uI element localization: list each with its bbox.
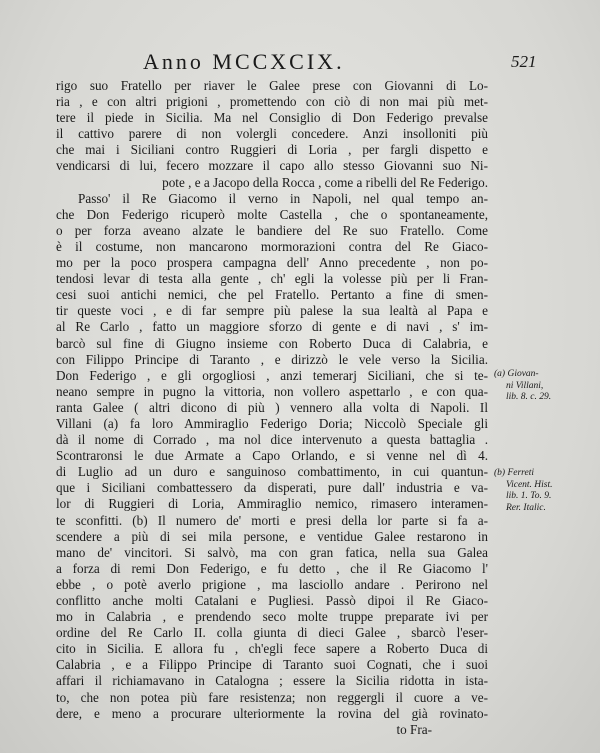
text-line: affari il richiamavano in Catalogna ; essere la Sicilia ridotta in ista- <box>56 673 488 689</box>
text-line: to Fra- <box>396 721 432 737</box>
text-line: con Filippo Principe di Taranto , e dirizzò le vele verso la Sicilia. <box>56 351 488 367</box>
text-line: cesi suoi antichi nemici, che pel Fratello. Pertanto a fine di smen- <box>56 287 488 303</box>
text-line: Don Federigo , e gli orgogliosi , anzi temerarj Siciliani, che si te- <box>56 367 488 383</box>
text-line: al Re Carlo , fatto un maggiore sforzo di gente e di navi , s' im- <box>56 319 488 335</box>
text-line: tir queste voci , e di far sempre più palese la sua lealtà al Papa e <box>56 303 488 319</box>
margin-notes <box>494 0 598 753</box>
text-line: dà il nome di Corrado , ma nol dice intervenuto a questa battaglia . <box>56 432 488 448</box>
text-line: dere, e meno a procurare ulteriormente la rovina del già rovinato- <box>56 705 488 721</box>
margin-note <box>494 468 553 514</box>
margin-note-line: (b) Ferreti <box>494 468 535 478</box>
text-line: Calabria , e a Filippo Principe di Taranto suoi Cognati, che i suoi <box>56 657 488 673</box>
running-title: Anno MCCXCIX. <box>143 49 345 74</box>
text-line: che mai i Siciliani contro Ruggieri di Loria , per fargli dispetto e <box>56 142 488 158</box>
margin-note-line: Rer. Italic. <box>506 502 546 513</box>
body-text <box>56 78 488 738</box>
text-line: cito in Sicilia. E allora fu , ch'egli fece sapere a Roberto Duca di <box>56 641 488 657</box>
text-line: scendere a più di sei mila persone, e ventidue Galee restarono in <box>56 528 488 544</box>
text-line: vendicarsi di lui, fecero mozzare il capo allo stesso Giovanni suo Ni- <box>56 158 488 174</box>
text-line: neano sempre in pugno la vittoria, non vollero aspettarlo , e con qua- <box>56 383 488 399</box>
text-line: mano de' vincitori. Si salvò, ma con gran fatica, nella sua Galea <box>56 544 488 560</box>
margin-note <box>494 369 551 404</box>
text-line: è il costume, non mancarono mormorazioni contra del Re Giaco- <box>56 238 488 254</box>
margin-note-line: ni Villani, <box>506 380 544 391</box>
margin-note-line: lib. 8. c. 29. <box>506 392 552 402</box>
text-line: Passo' il Re Giacomo il verno in Napoli, nel qual tempo an- <box>78 190 488 206</box>
text-line: il cattivo parere di non volergli concedere. Anzi insolloniti più <box>56 126 488 142</box>
margin-note-line: (a) Giovan- <box>494 369 539 379</box>
text-line: to, che non potea più fare resistenza; non reggergli il cuore a ve- <box>56 689 488 705</box>
text-line: Scontraronsi le due Armate a Capo Orlando, e si venne nel dì 4. <box>56 448 488 464</box>
text-line: que i Siciliani combattessero da disperati, pure dall' industria e va- <box>56 480 488 496</box>
page-number: 521 <box>511 52 537 71</box>
text-line: mo in Calabria , e prendendo seco molte truppe preparate ivi per <box>56 609 488 625</box>
margin-note-line: Vicent. Hist. <box>506 479 553 490</box>
text-line: ranta Galee ( altri dicono di più ) vennero alla volta di Napoli. Il <box>56 399 488 415</box>
text-line: Villani (a) fa loro Ammiraglio Federigo Doria; Niccolò Speciale gli <box>56 415 488 431</box>
text-line: mo per la poco prospera campagna dell' Anno precedente , non po- <box>56 255 488 271</box>
text-line: conflitto anche molti Catalani e Pugliesi. Passò dipoi il Re Giaco- <box>56 593 488 608</box>
text-line: pote , e a Jacopo della Rocca , come a ribelli del Re Federigo. <box>162 174 488 190</box>
text-line: che Don Federigo ricuperò molte Castella , che o spontaneamente, <box>56 206 488 222</box>
text-line: te sconfitti. (b) Il numero de' morti e presi della lor parte si fa a- <box>56 512 488 528</box>
text-line: tere il piede in Sicilia. Ma nel Consiglio di Don Federigo prevalse <box>56 110 488 126</box>
text-line: ordine del Re Carlo II. colla giunta di dieci Galee , sbarcò l'eser- <box>56 625 488 641</box>
text-line: a forza di remi Don Federigo, e fu detto , che il Re Giacomo l' <box>56 560 488 576</box>
text-line: ria , e con altri prigioni , promettendo con ciò di non mai più met- <box>56 94 488 110</box>
text-line: di Luglio ad un duro e sanguinoso combattimento, in cui quantun- <box>56 464 488 480</box>
text-line: tendosi levar di testa alla gente , ch' egli la volesse più per li Fran- <box>56 271 488 287</box>
margin-note-line: lib. 1. To. 9. <box>506 491 552 501</box>
text-line: ebbe , o potè averlo prigione , ma lasciollo andare . Perirono nel <box>56 576 488 592</box>
text-line: rigo suo Fratello per riaver le Galee prese con Giovanni di Lo- <box>56 78 488 93</box>
text-line: lor di Ruggieri di Loria, Ammiraglio nemico, rimasero interamen- <box>56 496 488 512</box>
text-line: o per forza aveano alzate le bandiere del Re suo Fratello. Come <box>56 222 488 238</box>
text-line: barcò sul fine di Giugno insieme con Roberto Duca di Calabria, e <box>56 335 488 351</box>
